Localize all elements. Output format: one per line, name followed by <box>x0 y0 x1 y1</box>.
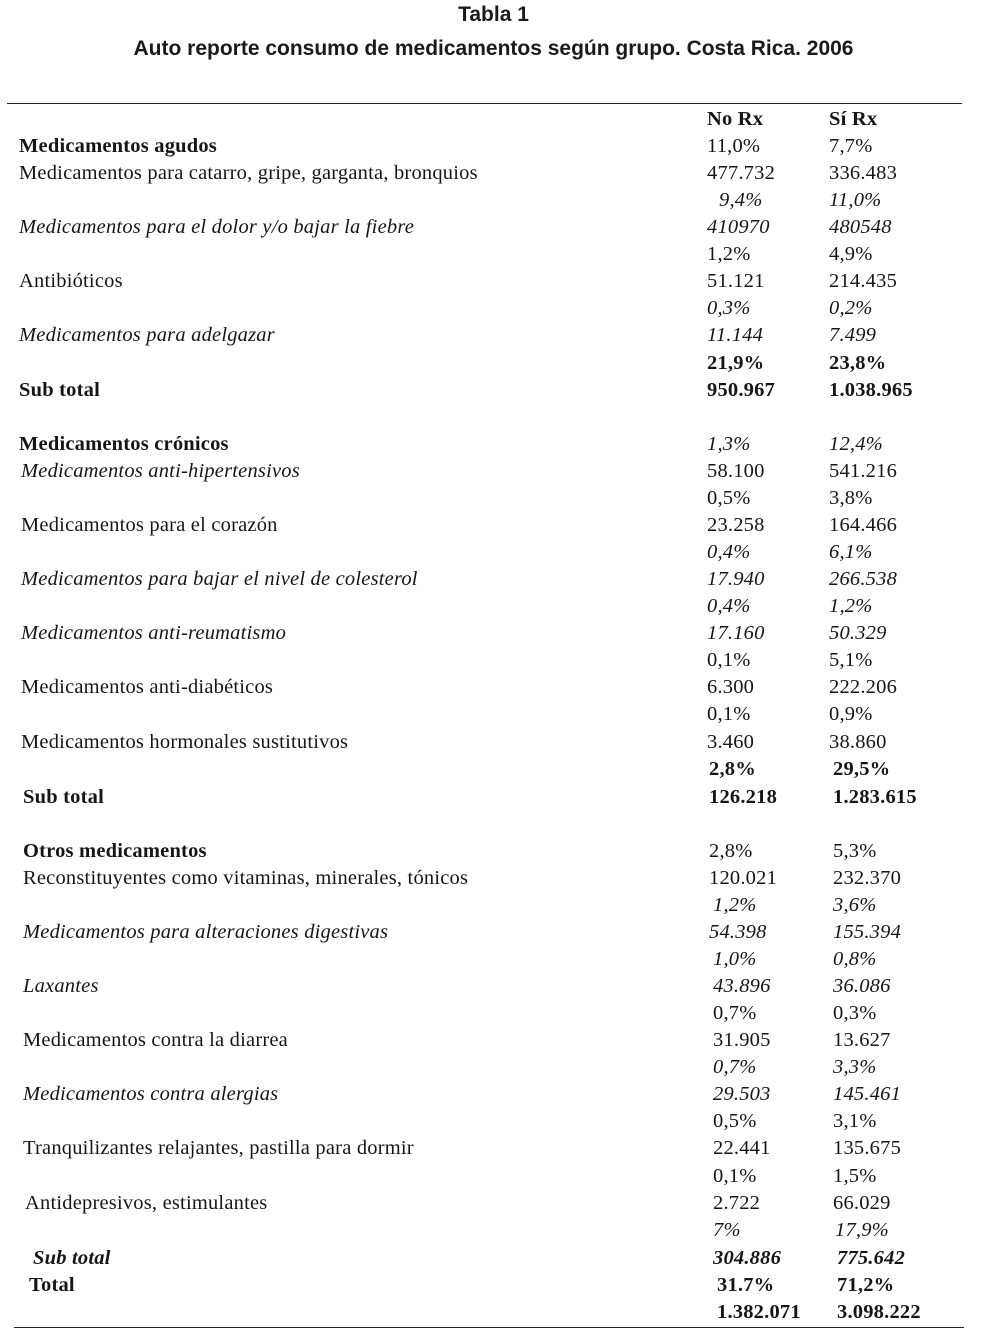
cell-no-rx: 0,4% <box>707 541 751 563</box>
cell-si-rx: 155.394 <box>833 921 902 943</box>
cell-si-rx: 0,8% <box>833 948 877 970</box>
cell-no-rx: 477.732 <box>707 162 776 184</box>
cell-si-rx: 5,1% <box>829 649 873 671</box>
cell-si-rx: 266.538 <box>829 568 898 590</box>
cell-si-rx: 38.860 <box>829 731 887 753</box>
cell-no-rx: 23.258 <box>707 514 765 536</box>
cell-no-rx: 0,5% <box>713 1110 757 1132</box>
cell-si-rx: 7,7% <box>829 135 873 157</box>
cell-si-rx: 66.029 <box>833 1192 891 1214</box>
cell-si-rx: 23,8% <box>829 352 887 374</box>
row-label: Medicamentos contra alergias <box>23 1083 279 1105</box>
row-label: Medicamentos anti-hipertensivos <box>21 460 300 482</box>
cell-no-rx: 58.100 <box>707 460 765 482</box>
cell-si-rx: 135.675 <box>833 1137 902 1159</box>
cell-si-rx: 3.098.222 <box>837 1301 921 1323</box>
column-header-si-rx: Sí Rx <box>829 108 878 130</box>
cell-si-rx: 0,3% <box>833 1002 877 1024</box>
cell-no-rx: 304.886 <box>713 1247 782 1269</box>
cell-no-rx: 9,4% <box>719 189 763 211</box>
cell-no-rx: 0,7% <box>713 1056 757 1078</box>
cell-no-rx: 1,2% <box>707 243 751 265</box>
row-label: Medicamentos para el dolor y/o bajar la fiebre <box>19 216 415 238</box>
cell-no-rx: 43.896 <box>713 975 771 997</box>
row-label: Tranquilizantes relajantes, pastilla para dormir <box>23 1137 414 1159</box>
cell-si-rx: 11,0% <box>829 189 882 211</box>
cell-no-rx: 31.905 <box>713 1029 771 1051</box>
row-label: Sub total <box>33 1247 111 1269</box>
row-label: Medicamentos para bajar el nivel de colesterol <box>21 568 418 590</box>
table-title: Tabla 1 <box>458 3 529 26</box>
cell-si-rx: 71,2% <box>837 1274 895 1296</box>
cell-no-rx: 11.144 <box>707 324 764 346</box>
cell-si-rx: 50.329 <box>829 622 887 644</box>
cell-no-rx: 0,3% <box>707 297 751 319</box>
cell-no-rx: 7% <box>713 1219 741 1241</box>
cell-no-rx: 1,0% <box>713 948 757 970</box>
row-label: Medicamentos hormonales sustitutivos <box>21 731 349 753</box>
cell-no-rx: 51.121 <box>707 270 765 292</box>
cell-si-rx: 1,2% <box>829 595 873 617</box>
cell-si-rx: 0,2% <box>829 297 873 319</box>
row-label: Medicamentos para adelgazar <box>19 324 275 346</box>
cell-si-rx: 3,8% <box>829 487 873 509</box>
cell-si-rx: 214.435 <box>829 270 898 292</box>
row-label: Medicamentos para catarro, gripe, garganta, bronquios <box>19 162 478 184</box>
cell-no-rx: 0,5% <box>707 487 751 509</box>
cell-si-rx: 5,3% <box>833 840 877 862</box>
cell-si-rx: 3,6% <box>833 894 877 916</box>
cell-si-rx: 3,1% <box>833 1110 877 1132</box>
row-label: Total <box>29 1274 75 1296</box>
cell-no-rx: 950.967 <box>707 379 776 401</box>
cell-no-rx: 2.722 <box>713 1192 761 1214</box>
row-label: Medicamentos anti-diabéticos <box>21 676 274 698</box>
cell-no-rx: 54.398 <box>709 921 767 943</box>
cell-si-rx: 12,4% <box>829 433 883 455</box>
cell-si-rx: 7.499 <box>829 324 877 346</box>
cell-si-rx: 336.483 <box>829 162 898 184</box>
cell-si-rx: 164.466 <box>829 514 898 536</box>
cell-no-rx: 2,8% <box>709 758 756 780</box>
row-label: Reconstituyentes como vitaminas, minerales, tónicos <box>23 867 469 889</box>
row-label: Antidepresivos, estimulantes <box>25 1192 268 1214</box>
cell-si-rx: 3,3% <box>833 1056 877 1078</box>
cell-no-rx: 0,1% <box>713 1165 757 1187</box>
bottom-rule <box>14 1327 964 1328</box>
cell-si-rx: 13.627 <box>833 1029 891 1051</box>
cell-si-rx: 232.370 <box>833 867 902 889</box>
row-label: Sub total <box>23 786 104 808</box>
cell-no-rx: 1,3% <box>707 433 751 455</box>
row-label: Antibióticos <box>19 270 123 292</box>
cell-si-rx: 1.283.615 <box>833 786 917 808</box>
cell-no-rx: 17.160 <box>707 622 765 644</box>
cell-si-rx: 1,5% <box>833 1165 877 1187</box>
cell-no-rx: 29.503 <box>713 1083 771 1105</box>
top-rule <box>7 103 962 104</box>
row-label: Medicamentos contra la diarrea <box>23 1029 288 1051</box>
cell-no-rx: 0,7% <box>713 1002 757 1024</box>
cell-si-rx: 222.206 <box>829 676 898 698</box>
cell-si-rx: 480548 <box>829 216 892 238</box>
row-label: Medicamentos para el corazón <box>21 514 278 536</box>
cell-no-rx: 0,1% <box>707 703 751 725</box>
cell-si-rx: 36.086 <box>833 975 891 997</box>
cell-si-rx: 775.642 <box>837 1247 906 1269</box>
row-label: Laxantes <box>23 975 99 997</box>
cell-no-rx: 0,1% <box>707 649 751 671</box>
cell-no-rx: 6.300 <box>707 676 755 698</box>
cell-si-rx: 0,9% <box>829 703 873 725</box>
cell-no-rx: 1.382.071 <box>717 1301 801 1323</box>
row-label: Medicamentos crónicos <box>19 433 229 455</box>
cell-no-rx: 2,8% <box>709 840 753 862</box>
cell-no-rx: 0,4% <box>707 595 751 617</box>
cell-si-rx: 6,1% <box>829 541 873 563</box>
cell-no-rx: 1,2% <box>713 894 757 916</box>
cell-no-rx: 22.441 <box>713 1137 771 1159</box>
cell-si-rx: 17,9% <box>835 1219 889 1241</box>
cell-no-rx: 11,0% <box>707 135 761 157</box>
cell-si-rx: 4,9% <box>829 243 873 265</box>
column-header-no-rx: No Rx <box>707 108 764 130</box>
cell-no-rx: 31.7% <box>717 1274 775 1296</box>
cell-no-rx: 17.940 <box>707 568 765 590</box>
cell-si-rx: 145.461 <box>833 1083 902 1105</box>
table-subtitle: Auto reporte consumo de medicamentos según grupo. Costa Rica. 2006 <box>133 37 854 60</box>
cell-no-rx: 126.218 <box>709 786 778 808</box>
row-label: Medicamentos agudos <box>19 135 217 157</box>
cell-si-rx: 1.038.965 <box>829 379 913 401</box>
row-label: Otros medicamentos <box>23 840 207 862</box>
cell-no-rx: 3.460 <box>707 731 755 753</box>
cell-si-rx: 541.216 <box>829 460 898 482</box>
cell-no-rx: 21,9% <box>707 352 765 374</box>
row-label: Sub total <box>19 379 100 401</box>
cell-no-rx: 120.021 <box>709 867 778 889</box>
cell-no-rx: 410970 <box>707 216 770 238</box>
row-label: Medicamentos para alteraciones digestivas <box>23 921 389 943</box>
row-label: Medicamentos anti-reumatismo <box>21 622 287 644</box>
cell-si-rx: 29,5% <box>833 758 891 780</box>
